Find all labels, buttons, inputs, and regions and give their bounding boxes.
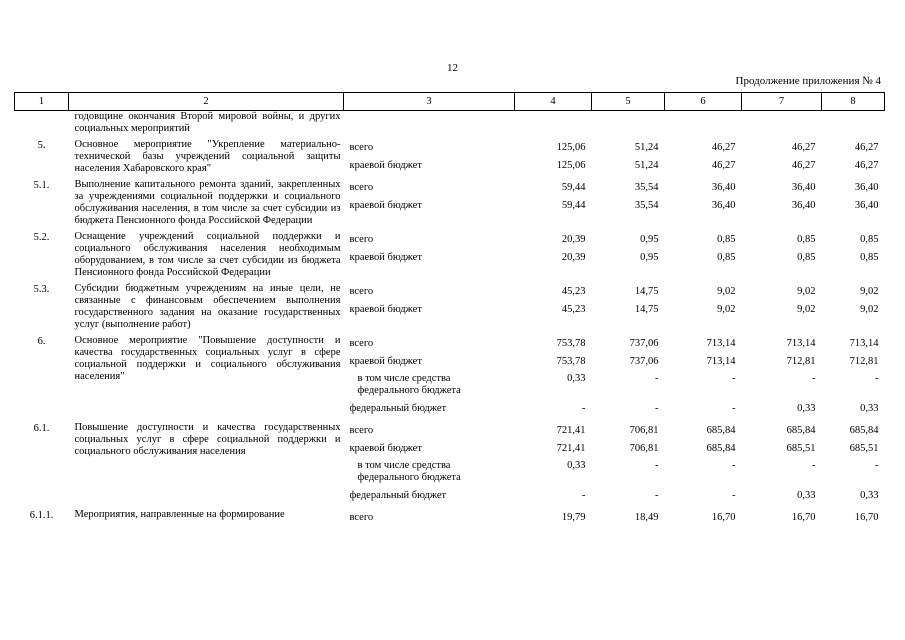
- funding-value: 51,24: [634, 142, 659, 153]
- program-funding-table: [14, 92, 885, 531]
- value-column-cell: [665, 231, 742, 279]
- funding-value: 19,79: [561, 512, 586, 523]
- funding-value: 18,49: [634, 512, 659, 523]
- row-name: Выполнение капитального ремонта зданий, закрепленных за учреждениями социальной поддержки и социального обслуживания населения, в том числе за счет субсидии из бюджета Пенсионного фонда Российской Федерации: [74, 179, 341, 226]
- funding-source-label: всего: [349, 425, 374, 436]
- value-column-cell: [822, 509, 885, 527]
- row-number: 6.1.: [33, 423, 50, 434]
- column-header: 5: [592, 93, 665, 111]
- row-category-cell: [344, 283, 515, 331]
- funding-value: 9,02: [860, 304, 879, 315]
- funding-value: 712,81: [786, 356, 816, 367]
- intro-row: [15, 111, 885, 136]
- funding-source-label: федеральный бюджет: [349, 403, 447, 414]
- funding-value: 753,78: [556, 338, 586, 349]
- funding-value: 36,40: [791, 200, 816, 211]
- funding-value: -: [875, 460, 879, 471]
- funding-value: 46,27: [854, 142, 879, 153]
- funding-value: -: [732, 460, 736, 471]
- value-column-cell: [515, 179, 592, 227]
- funding-value: -: [732, 373, 736, 384]
- funding-value: 20,39: [561, 252, 586, 263]
- funding-value: 125,06: [556, 142, 586, 153]
- funding-source-label: всего: [349, 142, 374, 153]
- funding-value: 0,33: [860, 490, 879, 501]
- row-name-cell: [69, 335, 344, 418]
- table-row: [15, 231, 885, 279]
- funding-value: 737,06: [629, 338, 659, 349]
- funding-value: 46,27: [711, 160, 736, 171]
- column-header: 7: [742, 93, 822, 111]
- funding-value: 59,44: [561, 182, 586, 193]
- funding-source-label: всего: [349, 182, 374, 193]
- funding-value: 14,75: [634, 286, 659, 297]
- funding-value: 685,84: [706, 443, 736, 454]
- funding-value: 0,33: [860, 403, 879, 414]
- funding-value: 721,41: [556, 425, 586, 436]
- funding-source-label: краевой бюджет: [349, 200, 422, 211]
- funding-source-label: всего: [349, 286, 374, 297]
- funding-value: 125,06: [556, 160, 586, 171]
- value-column-cell: [515, 283, 592, 331]
- row-name: Мероприятия, направленные на формирование: [74, 509, 285, 520]
- row-name-cell: [69, 422, 344, 505]
- funding-value: 9,02: [860, 286, 879, 297]
- row-name: Повышение доступности и качества государственных социальных услуг в сфере социальной поддержки и социального обслуживания населения: [74, 422, 341, 457]
- funding-value: 16,70: [711, 512, 736, 523]
- funding-value: 721,41: [556, 443, 586, 454]
- value-column-cell: [592, 231, 665, 279]
- row-name-cell: [69, 231, 344, 279]
- row-number: 5.: [37, 140, 46, 151]
- funding-value: 9,02: [797, 304, 816, 315]
- funding-value: 0,33: [567, 460, 586, 471]
- row-number: 6.: [37, 336, 46, 347]
- funding-value: 16,70: [854, 512, 879, 523]
- funding-value: -: [655, 490, 659, 501]
- value-column-cell: [592, 139, 665, 175]
- intro-text: годовщине окончания Второй мировой войны, и других социальных мероприятий: [74, 111, 341, 134]
- funding-source-label: всего: [349, 234, 374, 245]
- value-column-cell: [822, 231, 885, 279]
- value-column-cell: [742, 231, 822, 279]
- column-header: 6: [665, 93, 742, 111]
- row-name: Основное мероприятие "Укрепление материально-технической базы учреждений социальной защиты населения Хабаровского края": [74, 139, 341, 174]
- row-name-cell: [69, 179, 344, 227]
- row-category-cell: [344, 509, 515, 527]
- funding-value: 685,51: [849, 443, 879, 454]
- funding-value: 20,39: [561, 234, 586, 245]
- funding-value: 0,95: [640, 234, 659, 245]
- value-column-cell: [742, 179, 822, 227]
- funding-value: 46,27: [711, 142, 736, 153]
- funding-value: -: [732, 403, 736, 414]
- value-column-cell: [515, 422, 592, 505]
- appendix-continuation-label: Продолжение приложения № 4: [735, 75, 881, 87]
- row-name-cell: [69, 283, 344, 331]
- funding-value: 712,81: [849, 356, 879, 367]
- value-column-cell: [665, 179, 742, 227]
- row-name: Основное мероприятие "Повышение доступности и качества государственных социальных услуг в сфере социальной поддержки и социального обслуживания населения": [74, 335, 341, 382]
- value-column-cell: [665, 509, 742, 527]
- funding-value: 35,54: [634, 182, 659, 193]
- row-number: 6.1.1.: [29, 510, 54, 521]
- funding-value: 713,14: [706, 356, 736, 367]
- funding-value: 713,14: [849, 338, 879, 349]
- funding-source-label: в том числе средства федерального бюджета: [357, 373, 461, 396]
- funding-value: 14,75: [634, 304, 659, 315]
- funding-source-label: в том числе средства федерального бюджета: [357, 460, 461, 483]
- column-header: 2: [69, 93, 344, 111]
- row-number: 5.1.: [33, 180, 50, 191]
- funding-value: 713,14: [706, 338, 736, 349]
- table-row: [15, 283, 885, 331]
- funding-value: 685,84: [786, 425, 816, 436]
- value-column-cell: [665, 283, 742, 331]
- funding-value: -: [732, 490, 736, 501]
- funding-value: 0,85: [860, 252, 879, 263]
- row-category-cell: [344, 335, 515, 418]
- funding-value: 36,40: [711, 200, 736, 211]
- value-column-cell: [592, 283, 665, 331]
- value-column-cell: [822, 422, 885, 505]
- value-column-cell: [822, 283, 885, 331]
- funding-value: 16,70: [791, 512, 816, 523]
- value-column-cell: [592, 509, 665, 527]
- value-column-cell: [742, 283, 822, 331]
- funding-value: -: [655, 460, 659, 471]
- value-column-cell: [515, 139, 592, 175]
- table-row: [15, 509, 885, 527]
- value-column-cell: [665, 139, 742, 175]
- page-number: 12: [447, 62, 458, 74]
- value-column-cell: [822, 335, 885, 418]
- funding-source-label: краевой бюджет: [349, 160, 422, 171]
- funding-value: 36,40: [854, 200, 879, 211]
- funding-source-label: краевой бюджет: [349, 304, 422, 315]
- funding-value: 737,06: [629, 356, 659, 367]
- funding-value: 46,27: [854, 160, 879, 171]
- row-category-cell: [344, 179, 515, 227]
- value-column-cell: [742, 509, 822, 527]
- funding-value: 36,40: [854, 182, 879, 193]
- funding-value: -: [655, 373, 659, 384]
- column-header: 8: [822, 93, 885, 111]
- funding-value: 753,78: [556, 356, 586, 367]
- funding-value: 36,40: [791, 182, 816, 193]
- funding-value: 0,85: [717, 252, 736, 263]
- table-row: [15, 335, 885, 418]
- funding-value: 706,81: [629, 425, 659, 436]
- value-column-cell: [592, 179, 665, 227]
- funding-value: -: [582, 490, 586, 501]
- funding-value: 35,54: [634, 200, 659, 211]
- column-header: 3: [344, 93, 515, 111]
- row-name-cell: [69, 509, 344, 527]
- funding-source-label: краевой бюджет: [349, 252, 422, 263]
- funding-value: 0,85: [797, 252, 816, 263]
- funding-value: 45,23: [561, 286, 586, 297]
- funding-value: 706,81: [629, 443, 659, 454]
- funding-value: 36,40: [711, 182, 736, 193]
- value-column-cell: [665, 422, 742, 505]
- funding-value: 0,85: [860, 234, 879, 245]
- funding-value: 51,24: [634, 160, 659, 171]
- funding-value: 0,85: [797, 234, 816, 245]
- funding-source-label: федеральный бюджет: [349, 490, 447, 501]
- value-column-cell: [822, 139, 885, 175]
- funding-value: 46,27: [791, 142, 816, 153]
- row-number: 5.3.: [33, 284, 50, 295]
- funding-value: 45,23: [561, 304, 586, 315]
- funding-value: -: [655, 403, 659, 414]
- funding-source-label: всего: [349, 338, 374, 349]
- value-column-cell: [742, 422, 822, 505]
- funding-value: -: [812, 460, 816, 471]
- value-column-cell: [822, 179, 885, 227]
- value-column-cell: [515, 509, 592, 527]
- column-number-header-row: [15, 93, 885, 111]
- row-category-cell: [344, 231, 515, 279]
- value-column-cell: [665, 335, 742, 418]
- column-header: 1: [15, 93, 69, 111]
- funding-value: -: [582, 403, 586, 414]
- funding-value: 685,51: [786, 443, 816, 454]
- value-column-cell: [515, 231, 592, 279]
- row-name: Субсидии бюджетным учреждениям на иные цели, не связанные с финансовым обеспечением выполнения государственного задания на оказание государственных услуг (выполнение работ): [74, 283, 341, 330]
- row-category-cell: [344, 139, 515, 175]
- row-number: 5.2.: [33, 232, 50, 243]
- funding-source-label: краевой бюджет: [349, 356, 422, 367]
- row-spacer: [15, 527, 885, 531]
- funding-value: 0,95: [640, 252, 659, 263]
- row-category-cell: [344, 422, 515, 505]
- table-row: [15, 139, 885, 175]
- funding-value: 46,27: [791, 160, 816, 171]
- funding-value: -: [812, 373, 816, 384]
- value-column-cell: [742, 139, 822, 175]
- funding-value: 685,84: [849, 425, 879, 436]
- funding-source-label: краевой бюджет: [349, 443, 422, 454]
- row-name-cell: [69, 139, 344, 175]
- row-name: Оснащение учреждений социальной поддержки и социального обслуживания населения необходимым оборудованием, в том числе за счет субсидии из бюджета Пенсионного фонда Российской Федерации: [74, 231, 341, 278]
- funding-value: 0,85: [717, 234, 736, 245]
- funding-value: 59,44: [561, 200, 586, 211]
- funding-value: -: [875, 373, 879, 384]
- value-column-cell: [592, 422, 665, 505]
- funding-value: 0,33: [567, 373, 586, 384]
- value-column-cell: [742, 335, 822, 418]
- funding-value: 9,02: [717, 304, 736, 315]
- value-column-cell: [515, 335, 592, 418]
- table-row: [15, 422, 885, 505]
- funding-value: 0,33: [797, 490, 816, 501]
- funding-source-label: всего: [349, 512, 374, 523]
- table-row: [15, 179, 885, 227]
- funding-value: 9,02: [797, 286, 816, 297]
- table-body: [15, 111, 885, 532]
- funding-value: 685,84: [706, 425, 736, 436]
- column-header: 4: [515, 93, 592, 111]
- funding-value: 0,33: [797, 403, 816, 414]
- funding-value: 9,02: [717, 286, 736, 297]
- funding-value: 713,14: [786, 338, 816, 349]
- value-column-cell: [592, 335, 665, 418]
